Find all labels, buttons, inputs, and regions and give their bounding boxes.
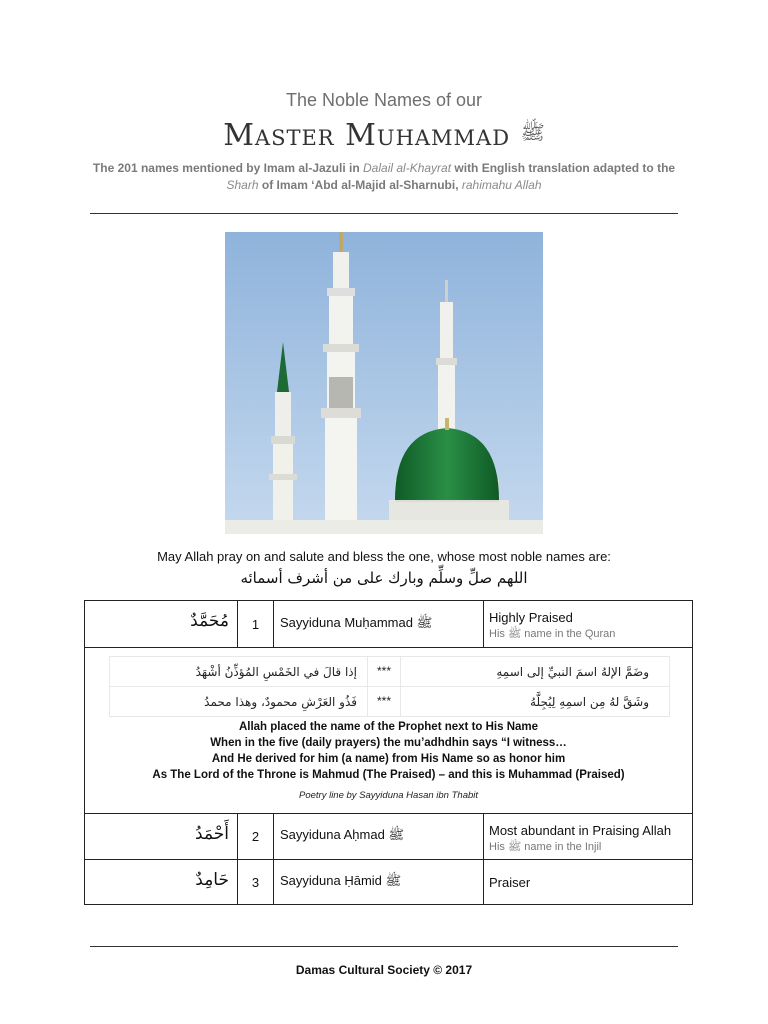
name-number: 1 [238, 601, 274, 647]
meaning-note: His ﷺ name in the Injil [489, 841, 602, 853]
title-text: Master Muhammad [223, 118, 511, 153]
verse-hemistich-2: إذا قالَ في الخَمْسِ المُؤذِّنُ أشْهَدُ [195, 664, 357, 679]
page-subtitle: The Noble Names of our [285, 90, 483, 110]
meaning-note: His ﷺ name in the Quran [489, 628, 616, 640]
description [92, 160, 676, 194]
intro-arabic: اللهم صلِّ وسلِّم وبارك على من أشرف أسمائه [240, 569, 528, 587]
desc-part-3: of Imam ‘Abd al-Majid al-Sharnubi, [258, 178, 462, 192]
table-row [85, 814, 692, 860]
transliterated-name: Sayyiduna Ḥāmid ﷺ [274, 860, 484, 904]
table-row [85, 860, 692, 904]
translation-line: As The Lord of the Throne is Mahmud (The Praised) – and this is Muhammad (Praised) [152, 769, 625, 781]
poem-verses [109, 656, 670, 717]
verse-hemistich-1: وشَقَّ لهُ مِن اسمِهِ لِيُجِلَّهُ [530, 694, 649, 709]
name-number: 2 [238, 814, 274, 859]
mosque-photo [225, 232, 543, 534]
translation-line: Allah placed the name of the Prophet next to His Name [238, 721, 539, 733]
desc-book: Dalail al-Khayrat [363, 161, 452, 175]
meaning-cell [484, 860, 692, 904]
arabic-name: حَامِدٌ [85, 860, 238, 904]
footer-copyright: Damas Cultural Society © 2017 [295, 963, 473, 977]
desc-part-1: The 201 names mentioned by Imam al-Jazuli in [92, 161, 364, 175]
poem-translation [85, 719, 692, 783]
poem-credit: Poetry line by Sayyiduna Hasan ibn Thabit [298, 790, 479, 801]
names-table [84, 600, 693, 905]
transliterated-name: Sayyiduna Aḥmad ﷺ [274, 814, 484, 859]
name-number: 3 [238, 860, 274, 904]
poem-verse [110, 687, 669, 716]
poem-row [85, 648, 692, 814]
verse-hemistich-2: فَذُو العَرْشِ محمودٌ، وهذا محمدُ [204, 694, 357, 709]
verse-separator: *** [367, 687, 401, 716]
transliterated-name: Sayyiduna Muḥammad ﷺ [274, 601, 484, 647]
intro-english: May Allah pray on and salute and bless the one, whose most noble names are: [157, 549, 611, 564]
honorific-glyph: ﷺ [520, 120, 545, 144]
table-row [85, 601, 692, 648]
meaning: Highly Praised [489, 610, 573, 625]
meaning-cell [484, 814, 692, 859]
meaning: Praiser [489, 874, 531, 890]
top-divider [90, 213, 678, 214]
bottom-divider [90, 946, 678, 947]
verse-separator: *** [367, 657, 401, 686]
poem-verse [110, 657, 669, 687]
desc-sharh: Sharh [226, 178, 259, 192]
meaning: Most abundant in Praising Allah [489, 823, 672, 838]
translation-line: And He derived for him (a name) from His Name so as honor him [211, 753, 566, 765]
translation-line: When in the five (daily prayers) the mu’adhdhin says “I witness… [210, 737, 567, 749]
desc-part-2: with English translation adapted to the [451, 161, 676, 175]
meaning-cell [484, 601, 692, 647]
verse-hemistich-1: وضَمَّ الإلهُ اسمَ النبيِّ إلى اسمِهِ [496, 664, 649, 679]
desc-rahimahu: rahimahu Allah [461, 178, 542, 192]
page-title [0, 118, 768, 153]
arabic-name: مُحَمَّدٌ [85, 601, 238, 647]
arabic-name: أَحْمَدُ [85, 814, 238, 859]
